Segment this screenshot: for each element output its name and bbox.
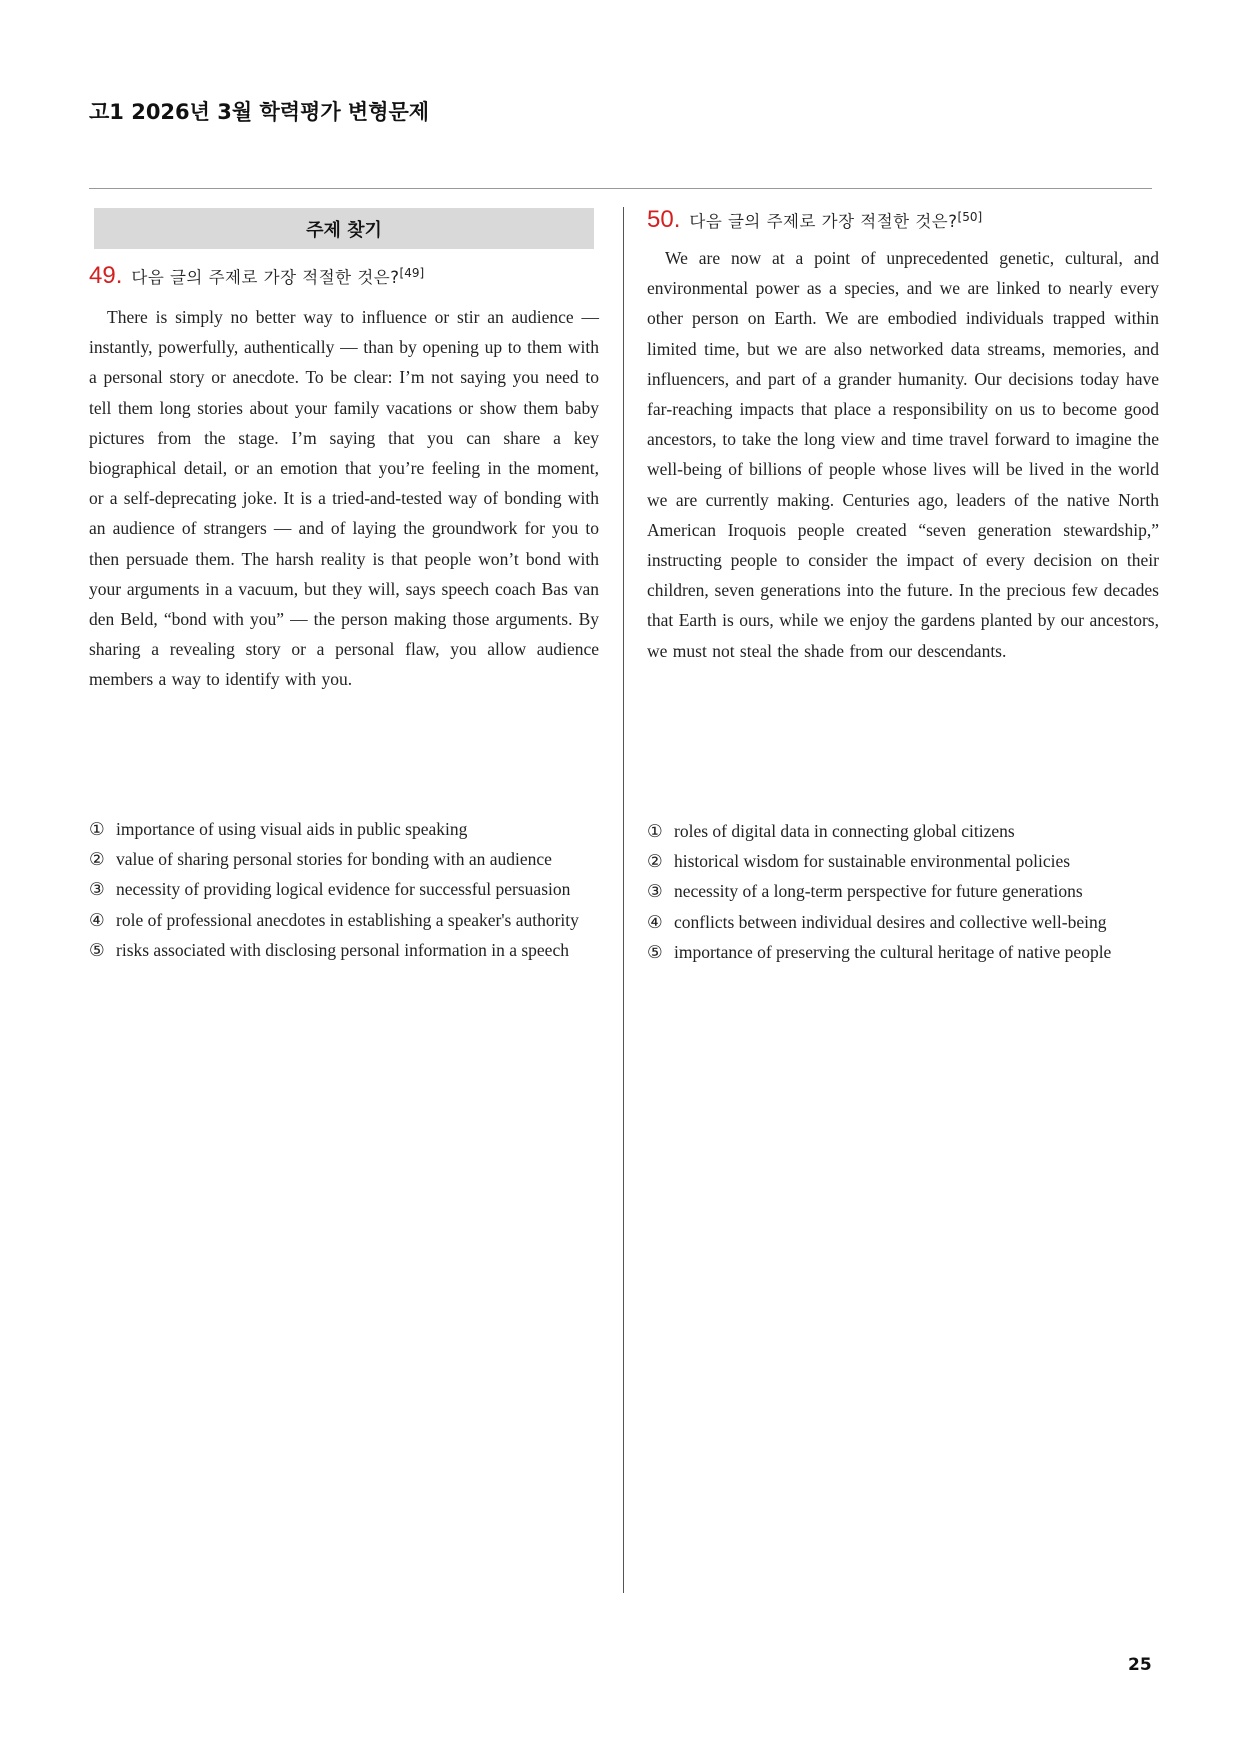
choice-mark: ② (89, 849, 105, 870)
choice-mark: ③ (647, 881, 663, 902)
choice-text: historical wisdom for sustainable environmental policies (674, 851, 1071, 872)
question-49-header (89, 262, 424, 290)
choice-mark: ⑤ (647, 941, 663, 962)
question-49-choice-4[interactable] (89, 905, 594, 935)
choice-mark: ④ (89, 909, 105, 930)
question-50-choices (647, 816, 1159, 967)
question-49-choices (89, 814, 594, 965)
question-49-passage-text: There is simply no better way to influence or stir an audience — instantly, powerfully, authentically — than by opening up to them with a personal story or anecdote. To be clear: I’m not saying you need to tell them long stories about your family vacations or show them baby pictures from the stage. I’m saying that you can share a key biographical detail, or an emotion that you’re feeling in the moment, or a self-deprecating joke. It is a tried-and-tested way of bonding with an audience of strangers — and of laying the groundwork for you to then persuade them. The harsh reality is that people won’t bond with your arguments in a vacuum, but they will, says speech coach Bas van den Beld, “bond with you” — the person making those arguments. By sharing a revealing story or a personal flaw, you allow audience members a way to identify with you. (89, 307, 599, 690)
question-49-prompt: 다음 글의 주제로 가장 적절한 것은? (131, 268, 400, 287)
question-49-choice-5[interactable] (89, 935, 594, 965)
choice-text: importance of using visual aids in public speaking (116, 819, 468, 839)
question-49-choice-3[interactable] (89, 874, 594, 904)
question-49-passage (89, 302, 599, 695)
question-50-choice-1[interactable] (647, 816, 1159, 846)
question-50-choice-3[interactable] (647, 876, 1159, 906)
question-50-prompt: 다음 글의 주제로 가장 적절한 것은? (689, 212, 958, 231)
question-50-ref: [50] (957, 210, 983, 224)
column-divider (623, 207, 624, 1593)
question-50-choice-4[interactable] (647, 907, 1159, 937)
question-50-passage-text: We are now at a point of unprecedented genetic, cultural, and environmental power as a species, and we are linked to nearly every other person on Earth. We are embodied individuals trapped within limited time, but we are also networked data streams, memories, and influencers, and part of a grander humanity. Our decisions today have far‐reaching impacts that place a responsibility on us to become good ancestors, to take the long view and time travel forward to imagine the well‐being of billions of people whose lives will be lived in the world we are currently making. Centuries ago, leaders of the native North American Iroquois people created “seven generation stewardship,” instructing people to consider the impact of every decision on their children, seven generations into the future. In the precious few decades that Earth is ours, while we enjoy the gardens planted by our ancestors, we must not steal the shade from our descendants. (647, 248, 1159, 661)
page-header-title: 고1 2026년 3월 학력평가 변형문제 (89, 100, 430, 124)
choice-text: conflicts between individual desires and collective well-being (674, 911, 1107, 932)
choice-text: necessity of a long-term perspective for future generations (674, 881, 1083, 902)
question-50-header (647, 206, 982, 234)
question-50-passage (647, 243, 1159, 666)
choice-text: value of sharing personal stories for bonding with an audience (116, 849, 552, 870)
header-divider (89, 188, 1152, 189)
choice-text: risks associated with disclosing personal information in a speech (116, 939, 569, 960)
question-50-choice-2[interactable] (647, 846, 1159, 876)
choice-text: necessity of providing logical evidence for successful persuasion (116, 879, 571, 900)
choice-mark: ③ (89, 879, 105, 900)
choice-text: roles of digital data in connecting global citizens (674, 821, 1015, 841)
page-number: 25 (1128, 1655, 1152, 1675)
question-49-number: 49. (89, 262, 123, 289)
question-49-choice-2[interactable] (89, 844, 594, 874)
choice-mark: ② (647, 851, 663, 872)
question-49-choice-1[interactable] (89, 814, 594, 844)
choice-mark: ④ (647, 911, 663, 932)
section-heading (94, 208, 594, 249)
choice-mark: ① (89, 819, 105, 839)
question-50-number: 50. (647, 206, 681, 233)
question-50-choice-5[interactable] (647, 937, 1159, 967)
choice-mark: ⑤ (89, 939, 105, 960)
question-49-ref: [49] (399, 266, 425, 280)
section-heading-label: 주제 찾기 (306, 219, 382, 241)
choice-text: role of professional anecdotes in establishing a speaker's authority (116, 909, 579, 930)
choice-text: importance of preserving the cultural heritage of native people (674, 941, 1112, 962)
choice-mark: ① (647, 821, 663, 841)
